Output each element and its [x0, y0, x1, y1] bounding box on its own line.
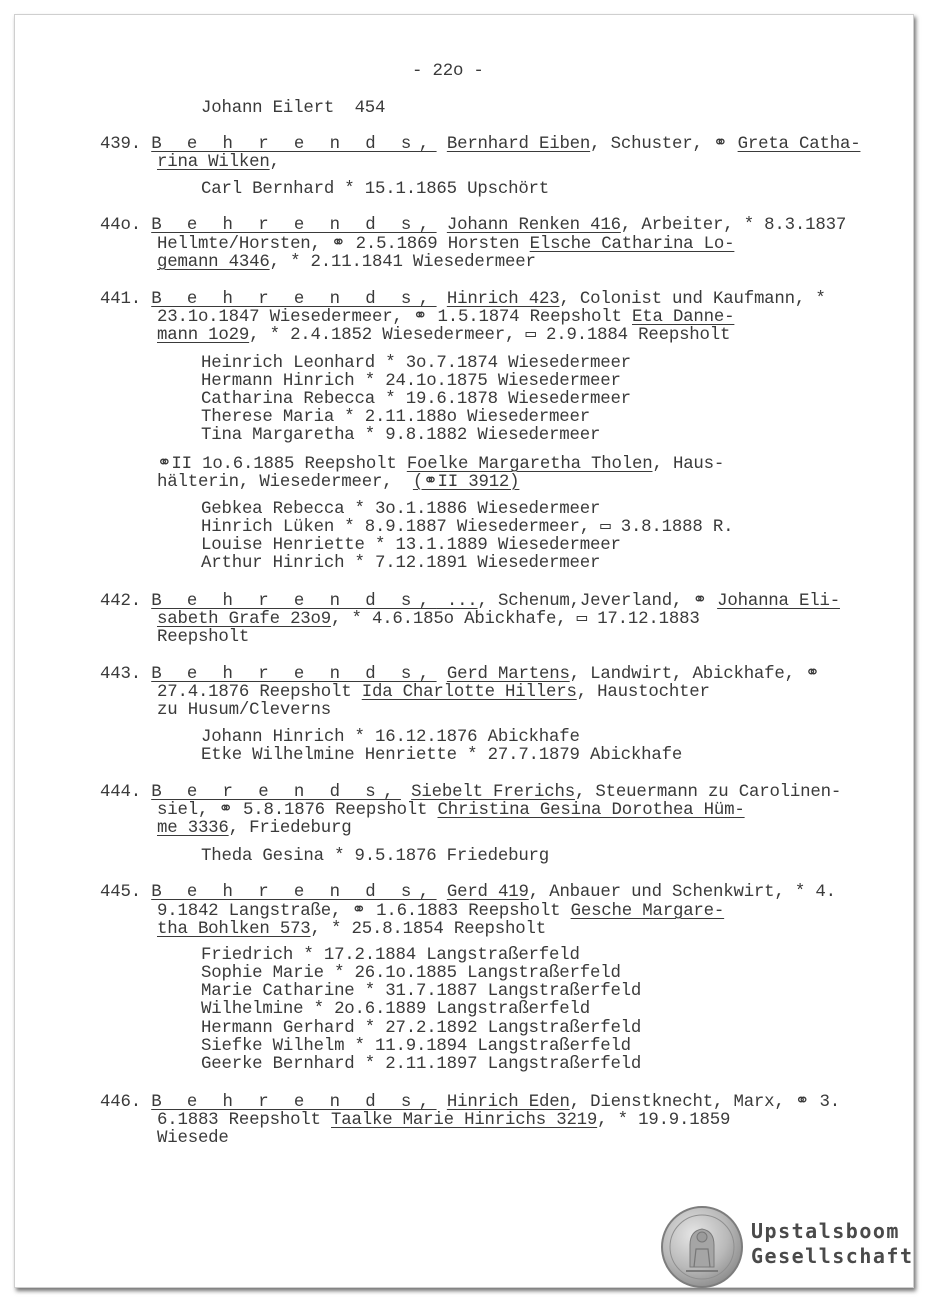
child-line: Marie Catharine * 31.7.1887 Langstraßerfeld	[201, 982, 642, 1001]
child-line: Carl Bernhard * 15.1.1865 Upschört	[201, 180, 550, 199]
child-line: Catharina Rebecca * 19.6.1878 Wiesedermeer	[201, 390, 631, 409]
child-line: Hinrich Lüken * 8.9.1887 Wiesedermeer, ▭ 3.8.1888 R.	[201, 518, 734, 537]
spouse-name: me 3336	[157, 819, 229, 838]
child-line: Etke Wilhelmine Henriette * 27.7.1879 Abickhafe	[201, 746, 683, 765]
entry-445-line-1: 445. B e h r e n d s, Gerd 419, Anbauer und Schenkwirt, * 4.	[100, 883, 836, 902]
entry-444-line-1: 444. B e r e n d s, Siebelt Frerichs, Steuermann zu Carolinen-	[100, 783, 842, 802]
entry-441-line-1: 441. B e h r e n d s, Hinrich 423, Colonist und Kaufmann, *	[100, 290, 826, 309]
child-line: Louise Henriette * 13.1.1889 Wiesedermeer	[201, 536, 621, 555]
surname: B e h r e n d s,	[151, 135, 437, 154]
entry-445-line-2: 9.1842 Langstraße, ⚭ 1.6.1883 Reepsholt Gesche Margare-	[157, 902, 725, 921]
entry-443-line-2: 27.4.1876 Reepsholt Ida Charlotte Hillers, Haustochter	[157, 683, 710, 702]
given-name: ...	[436, 592, 478, 611]
spouse-name: Christina Gesina Dorothea Hüm-	[437, 801, 745, 820]
entry-446-line-2: 6.1883 Reepsholt Taalke Marie Hinrichs 3219, * 19.9.1859	[157, 1111, 731, 1130]
spouse-name: Johanna Eli-	[717, 592, 840, 611]
spouse-name: Eta Danne-	[632, 308, 735, 327]
child-line: Hermann Hinrich * 24.1o.1875 Wiesedermeer	[201, 372, 621, 391]
surname: B e r e n d s,	[151, 783, 401, 802]
entry-443-line-3: zu Husum/Cleverns	[157, 701, 332, 720]
logo-line-1: Upstalsboom	[751, 1219, 900, 1243]
entry-440-line-3: gemann 4346, * 2.11.1841 Wiesedermeer	[157, 253, 536, 272]
surname: B e h r e n d s,	[151, 216, 437, 235]
spouse-name: Gesche Margare-	[570, 902, 725, 921]
entry-446-line-3: Wiesede	[157, 1129, 229, 1148]
given-name: Hinrich Eden	[446, 1093, 570, 1112]
second-marriage-line-1: ⚭II 1o.6.1885 Reepsholt Foelke Margaretha Tholen, Haus-	[157, 455, 725, 474]
entry-number: 442.	[100, 592, 141, 611]
entry-number: 443.	[100, 665, 141, 684]
spouse-name: rina Wilken	[157, 153, 270, 172]
child-line: Friedrich * 17.2.1884 Langstraßerfeld	[201, 946, 580, 965]
entry-446-line-1: 446. B e h r e n d s, Hinrich Eden, Dienstknecht, Marx, ⚭ 3.	[100, 1093, 840, 1112]
child-line: Arthur Hinrich * 7.12.1891 Wiesedermeer	[201, 554, 601, 573]
spouse-name: Elsche Catharina Lo-	[529, 235, 735, 254]
cross-reference: (⚭II 3912)	[412, 473, 520, 492]
spouse-name: sabeth Grafe 23o9	[157, 610, 332, 629]
entry-439-line-2: rina Wilken,	[157, 153, 280, 172]
entry-442-line-2: sabeth Grafe 23o9, * 4.6.185o Abickhafe, ▭ 17.12.1883	[157, 610, 700, 629]
continuation-line	[201, 99, 385, 118]
spouse-name: Ida Charlotte Hillers	[361, 683, 577, 702]
child-line: Heinrich Leonhard * 3o.7.1874 Wiesedermeer	[201, 354, 631, 373]
spouse-name: Foelke Margaretha Tholen	[406, 455, 653, 474]
given-name: Gerd Martens	[446, 665, 570, 684]
spouse-name: Greta Catha-	[737, 135, 861, 154]
child-line: Siefke Wilhelm * 11.9.1894 Langstraßerfeld	[201, 1037, 631, 1056]
entry-444-line-3: me 3336, Friedeburg	[157, 819, 352, 838]
entry-439-line-1: 439. B e h r e n d s, Bernhard Eiben, Schuster, ⚭ Greta Catha-	[100, 135, 861, 154]
child-ref: 454	[354, 99, 386, 118]
page-number: - 22o -	[412, 62, 484, 81]
society-seal-icon	[660, 1205, 744, 1289]
surname: B e h r e n d s,	[151, 290, 437, 309]
entry-number: 444.	[100, 783, 141, 802]
spouse-name: tha Bohlken 573	[157, 920, 311, 939]
entry-442-line-1: 442. B e h r e n d s, ..., Schenum,Jeverland, ⚭ Johanna Eli-	[100, 592, 840, 611]
entry-443-line-1: 443. B e h r e n d s, Gerd Martens, Landwirt, Abickhafe, ⚭	[100, 665, 820, 684]
child-line: Geerke Bernhard * 2.11.1897 Langstraßerfeld	[201, 1055, 642, 1074]
entry-440-line-1: 44o. B e h r e n d s, Johann Renken 416, Arbeiter, * 8.3.1837	[100, 216, 847, 235]
spouse-name: gemann 4346	[157, 253, 270, 272]
child-line: Tina Margaretha * 9.8.1882 Wiesedermeer	[201, 426, 601, 445]
entry-441-line-3: mann 1o29, * 2.4.1852 Wiesedermeer, ▭ 2.9.1884 Reepsholt	[157, 326, 731, 345]
spouse-name: mann 1o29	[157, 326, 250, 345]
child-line: Wilhelmine * 2o.6.1889 Langstraßerfeld	[201, 1000, 590, 1019]
surname: B e h r e n d s,	[151, 1093, 437, 1112]
surname: B e h r e n d s,	[151, 665, 437, 684]
entry-number: 446.	[100, 1093, 141, 1112]
given-name: Hinrich 423	[446, 290, 560, 309]
entry-number: 439.	[100, 135, 141, 154]
child-line: Gebkea Rebecca * 3o.1.1886 Wiesedermeer	[201, 500, 601, 519]
spouse-name: Taalke Marie Hinrichs 3219	[331, 1111, 598, 1130]
surname: B e h r e n d s,	[151, 592, 437, 611]
child-line: Theda Gesina * 9.5.1876 Friedeburg	[201, 847, 550, 866]
entry-441-line-2: 23.1o.1847 Wiesedermeer, ⚭ 1.5.1874 Reepsholt Eta Danne-	[157, 308, 735, 327]
given-name: Bernhard Eiben	[446, 135, 591, 154]
child-line: Johann Hinrich * 16.12.1876 Abickhafe	[201, 728, 580, 747]
entry-number: 445.	[100, 883, 141, 902]
entry-number: 441.	[100, 290, 141, 309]
given-name: Johann Renken 416	[446, 216, 621, 235]
entry-number: 44o.	[100, 216, 141, 235]
entry-445-line-3: tha Bohlken 573, * 25.8.1854 Reepsholt	[157, 920, 546, 939]
logo-line-2: Gesellschaft	[751, 1244, 914, 1268]
child-line: Hermann Gerhard * 27.2.1892 Langstraßerfeld	[201, 1019, 642, 1038]
child-line: Therese Maria * 2.11.188o Wiesedermeer	[201, 408, 590, 427]
entry-444-line-2: siel, ⚭ 5.8.1876 Reepsholt Christina Gesina Dorothea Hüm-	[157, 801, 745, 820]
child-line: Sophie Marie * 26.1o.1885 Langstraßerfeld	[201, 964, 621, 983]
child-name: Johann Eilert	[201, 99, 335, 118]
second-marriage-line-2: hälterin, Wiesedermeer, (⚭II 3912)	[157, 473, 520, 492]
given-name: Siebelt Frerichs	[411, 783, 575, 802]
entry-442-line-3: Reepsholt	[157, 628, 250, 647]
surname: B e h r e n d s,	[151, 883, 437, 902]
given-name: Gerd 419	[446, 883, 529, 902]
entry-440-line-2: Hellmte/Horsten, ⚭ 2.5.1869 Horsten Elsche Catharina Lo-	[157, 235, 735, 254]
